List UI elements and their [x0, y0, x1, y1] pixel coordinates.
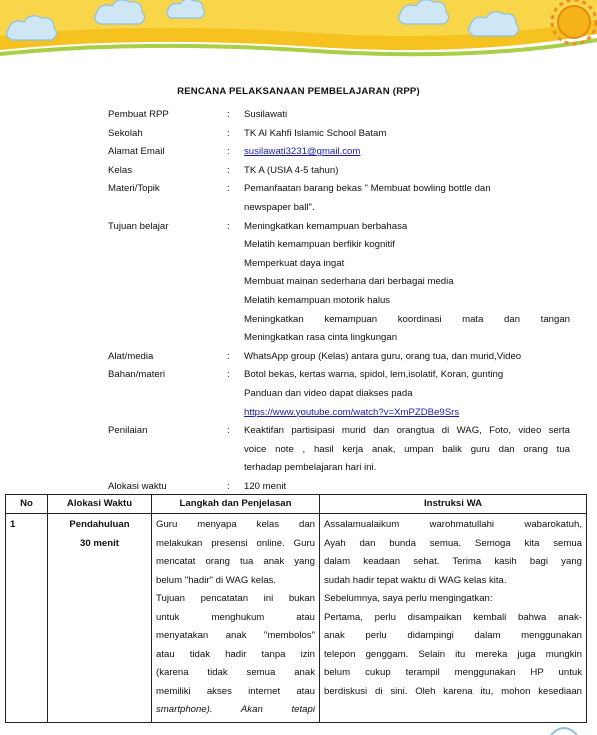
table-row	[6, 514, 587, 723]
info-colon: :	[227, 220, 230, 232]
info-label: Materi/Topik	[108, 183, 160, 195]
info-value: Keaktifan partisipasi murid dan orangtua di WAG, Foto, video serta	[244, 425, 570, 437]
corner-decoration-icon	[549, 721, 579, 735]
info-label: Alat/media	[108, 350, 154, 362]
info-value: Botol bekas, kertas warna, spidol, lem,isolatif, Koran, gunting	[244, 369, 504, 381]
cell-instruksi	[320, 514, 587, 723]
rpp-info-list	[108, 106, 570, 496]
step-line: untuk menghukum atau	[156, 611, 315, 623]
goal-item: Meningkatkan kemampuan berbahasa	[244, 220, 408, 232]
info-value: Panduan dan video dapat diakses pada	[244, 387, 413, 399]
goal-item: Melatih kemampuan motorik halus	[244, 294, 391, 306]
info-row-email	[108, 143, 570, 162]
info-label: Penilaian	[108, 425, 148, 437]
info-row-sekolah	[108, 125, 570, 144]
step-line: mencatat orang tua anak yang	[156, 556, 315, 567]
info-value: TK A (USIA 4-5 tahun)	[244, 164, 339, 176]
goal-item: Meningkatkan kemampuan koordinasi mata dan tangan	[244, 313, 570, 325]
info-label: Tujuan belajar	[108, 220, 169, 232]
info-label: Bahan/materi	[108, 369, 166, 381]
step-line: menyatakan anak "membolos"	[156, 630, 315, 641]
info-row-kelas	[108, 162, 570, 181]
step-line: belum "hadir" di WAG kelas.	[156, 574, 277, 586]
header-langkah: Langkah dan Penjelasan	[152, 495, 320, 514]
info-label: Kelas	[108, 164, 132, 176]
phase-name: Pendahuluan	[69, 519, 130, 530]
info-label: Sekolah	[108, 127, 143, 139]
step-line: memiliki akses internet atau	[156, 685, 315, 697]
table-header-row	[6, 495, 587, 514]
lesson-steps-table	[5, 494, 587, 723]
step-line: atau tidak hadir tanpa izin	[156, 648, 315, 660]
info-colon: :	[227, 164, 230, 176]
info-colon: :	[227, 109, 230, 120]
info-row-materi	[108, 180, 570, 217]
info-row-tujuan	[108, 218, 570, 348]
info-value: voice note , hasil kerja anak, umpan balik guru dan orang tua	[244, 443, 570, 455]
instruction-line: berdiskusi di sini. Oleh karena itu, mohon kesediaan	[324, 685, 582, 697]
step-line: smartphone). Akan tetapi	[156, 704, 315, 715]
youtube-link[interactable]: https://www.youtube.com/watch?v=XmPZDBe9Srs	[244, 406, 460, 418]
cell-no: 1	[6, 514, 48, 723]
step-line: Guru menyapa kelas dan	[156, 519, 315, 530]
info-row-alat	[108, 348, 570, 367]
instruction-line: Pertama, perlu disampaikan kembali bahwa anak-	[324, 611, 582, 623]
instruction-line: dalam keadaan sehat. Terima kasih bagi yang	[324, 556, 582, 567]
step-line: Tujuan pencatatan ini bukan	[156, 593, 315, 604]
document-title: RENCANA PELAKSANAAN PEMBELAJARAN (RPP)	[177, 86, 420, 97]
instruction-line: anak perlu didampingi dalam menggunakan	[324, 630, 582, 641]
info-label: Pembuat RPP	[108, 109, 169, 120]
info-value: Pemanfaatan barang bekas " Membuat bowling bottle dan	[244, 183, 491, 195]
info-colon: :	[227, 369, 230, 381]
goal-item: Meningkatkan rasa cinta lingkungan	[244, 332, 398, 344]
instruction-line: sudah hadir tepat waktu di WAG kelas kita.	[324, 574, 507, 586]
instruction-line: belum cukup terampil menggunakan HP untuk	[324, 667, 582, 678]
info-row-bahan	[108, 366, 570, 422]
info-value: 120 menit	[244, 480, 287, 492]
step-line: melakukan presensi online. Guru	[156, 537, 315, 549]
goal-item: Membuat mainan sederhana dari berbagai media	[244, 276, 454, 288]
info-value: Susilawati	[244, 109, 288, 120]
decorative-banner	[0, 0, 597, 60]
instruction-line: Assalamualaikum warohmatullahi wabarokatuh,	[324, 519, 582, 530]
info-row-penilaian	[108, 422, 570, 478]
instruction-line: telepon genggam. Selain itu mereka juga mungkin	[324, 648, 582, 660]
info-colon: :	[227, 480, 230, 492]
info-row-pembuat	[108, 106, 570, 125]
cell-langkah	[152, 514, 320, 723]
info-colon: :	[227, 425, 230, 437]
info-colon: :	[227, 183, 230, 195]
goal-item: Memperkuat daya ingat	[244, 257, 345, 269]
info-colon: :	[227, 127, 230, 139]
cell-alokasi	[48, 514, 152, 723]
instruction-line: Ayah dan bunda semua. Semoga kita semua	[324, 537, 582, 549]
header-instruksi: Instruksi WA	[320, 495, 587, 514]
header-alokasi: Alokasi Waktu	[48, 495, 152, 514]
info-value: terhadap pembelajaran hari ini.	[244, 462, 377, 474]
goal-item: Melatih kemampuan berfikir kognitif	[244, 239, 395, 251]
header-no: No	[6, 495, 48, 514]
info-label: Alokasi waktu	[108, 480, 167, 492]
info-value: WhatsApp group (Kelas) antara guru, orang tua, dan murid,Video	[244, 350, 522, 362]
info-label: Alamat Email	[108, 146, 165, 158]
info-colon: :	[227, 146, 230, 158]
instruction-line: Sebelumnya, saya perlu mengingatkan:	[324, 593, 493, 604]
email-link[interactable]: susilawati3231@gmail.com	[244, 146, 361, 158]
info-value: TK Al Kahfi Islamic School Batam	[244, 127, 387, 139]
info-value: newspaper ball".	[244, 201, 315, 213]
step-line: (karena tidak semua anak	[156, 667, 315, 678]
info-colon: :	[227, 350, 230, 362]
phase-duration: 30 menit	[80, 537, 119, 549]
